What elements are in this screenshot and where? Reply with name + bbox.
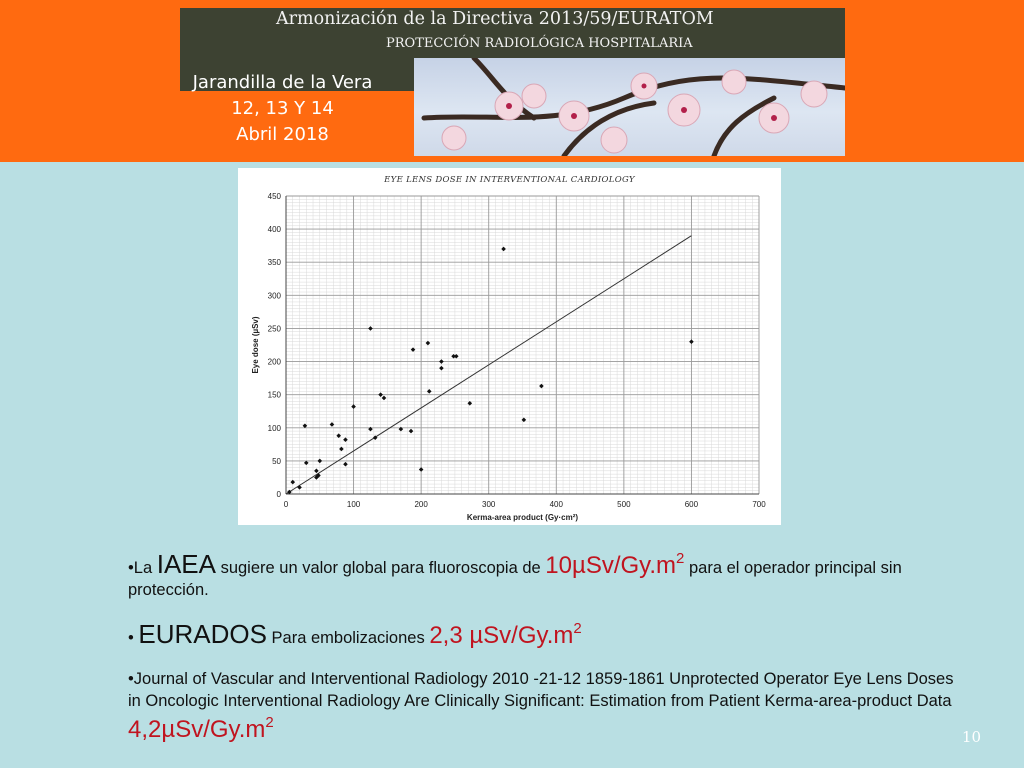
bullet-iaea-prefix: •La: [128, 559, 153, 577]
y-tick-label: 450: [267, 192, 281, 201]
x-tick-label: 200: [414, 500, 428, 509]
chart-plot: [238, 168, 781, 525]
bullet-iaea-text: sugiere un valor global para fluoroscopia de: [220, 559, 541, 577]
y-axis-label: Eye dose (µSv): [251, 316, 260, 374]
data-point: [501, 247, 506, 252]
data-point: [343, 462, 348, 467]
data-point: [317, 459, 322, 464]
y-tick-label: 350: [267, 258, 281, 268]
bullet-iaea-value: $10\mu Sv/Gy.m^2$: [545, 550, 685, 579]
event-month-year: Abril 2018: [236, 124, 329, 145]
data-point: [290, 480, 295, 485]
x-tick-label: 600: [684, 500, 699, 509]
x-tick-label: 500: [617, 500, 631, 509]
y-tick-label: 200: [267, 357, 281, 367]
eye-dose-chart: [238, 168, 781, 525]
x-tick-label: 700: [752, 500, 766, 509]
x-tick-label: 300: [482, 500, 496, 509]
event-info: [180, 70, 385, 148]
bullet-eurados-org: EURADOS: [138, 619, 267, 649]
bullet-eurados-prefix: •: [128, 629, 134, 647]
y-tick-label: 300: [267, 291, 281, 301]
y-tick-label: 150: [267, 390, 281, 400]
data-point: [427, 389, 432, 394]
bullet-journal-text: •Journal of Vascular and Interventional Radiology 2010 -21-12 1859-1861 Unprotected Operator Eye Lens Doses in Oncologic Interventional Radiology Are Clinically Significant: Estimation from Patient Kerma-area-product Data: [128, 670, 954, 710]
page-number: 10: [962, 728, 982, 746]
x-tick-label: 0: [283, 500, 289, 509]
data-point: [467, 401, 472, 406]
bullet-eurados-value: 2,3 µSv/$Gy.m^2$: [429, 620, 582, 649]
data-point: [297, 485, 302, 490]
data-point: [336, 433, 341, 438]
x-tick-label: 400: [549, 500, 563, 509]
y-tick-label: 250: [267, 324, 281, 334]
bullet-iaea-org: IAEA: [156, 549, 216, 579]
y-tick-label: 0: [276, 490, 281, 499]
data-point: [339, 447, 344, 452]
data-point: [382, 396, 387, 401]
bullet-journal: [128, 668, 958, 743]
data-point: [409, 429, 414, 434]
bullet-iaea-suffix: para el operador principal sin protección.: [128, 559, 902, 599]
bullet-eurados: [128, 618, 958, 649]
data-point: [522, 418, 527, 423]
x-axis-label: Kerma-area product (Gy·cm²): [466, 513, 579, 522]
data-point: [314, 469, 319, 474]
data-point: [426, 341, 431, 346]
data-point: [378, 392, 383, 397]
data-point: [439, 359, 444, 364]
data-point: [539, 384, 544, 389]
x-tick-label: 100: [346, 500, 361, 509]
data-point: [419, 467, 424, 472]
header-subtitle: PROTECCIÓN RADIOLÓGICA HOSPITALARIA: [386, 36, 693, 51]
data-point: [411, 347, 416, 352]
data-point: [330, 422, 335, 427]
data-point: [343, 437, 348, 442]
y-tick-label: 100: [267, 423, 281, 433]
event-days: 12, 13 Y 14: [231, 98, 334, 119]
chart-title: EYE LENS DOSE IN INTERVENTIONAL CARDIOLOGY: [384, 175, 635, 185]
y-tick-label: 400: [267, 225, 281, 235]
y-tick-label: 50: [272, 456, 281, 466]
header-banner: [0, 0, 1024, 162]
event-location: Jarandilla de la Vera: [192, 72, 373, 93]
header-title: Armonización de la Directiva 2013/59/EURATOM: [276, 9, 714, 29]
almond-blossom-photo: [414, 58, 845, 156]
bullet-eurados-text: Para embolizaciones: [271, 629, 425, 647]
data-point: [454, 354, 459, 359]
data-point: [351, 404, 356, 409]
data-point: [368, 326, 373, 331]
data-point: [439, 366, 444, 371]
bullet-iaea: [128, 548, 958, 601]
bullet-journal-value: $4,2\mu Sv/Gy.m^2$: [128, 714, 274, 743]
data-point: [689, 339, 694, 344]
